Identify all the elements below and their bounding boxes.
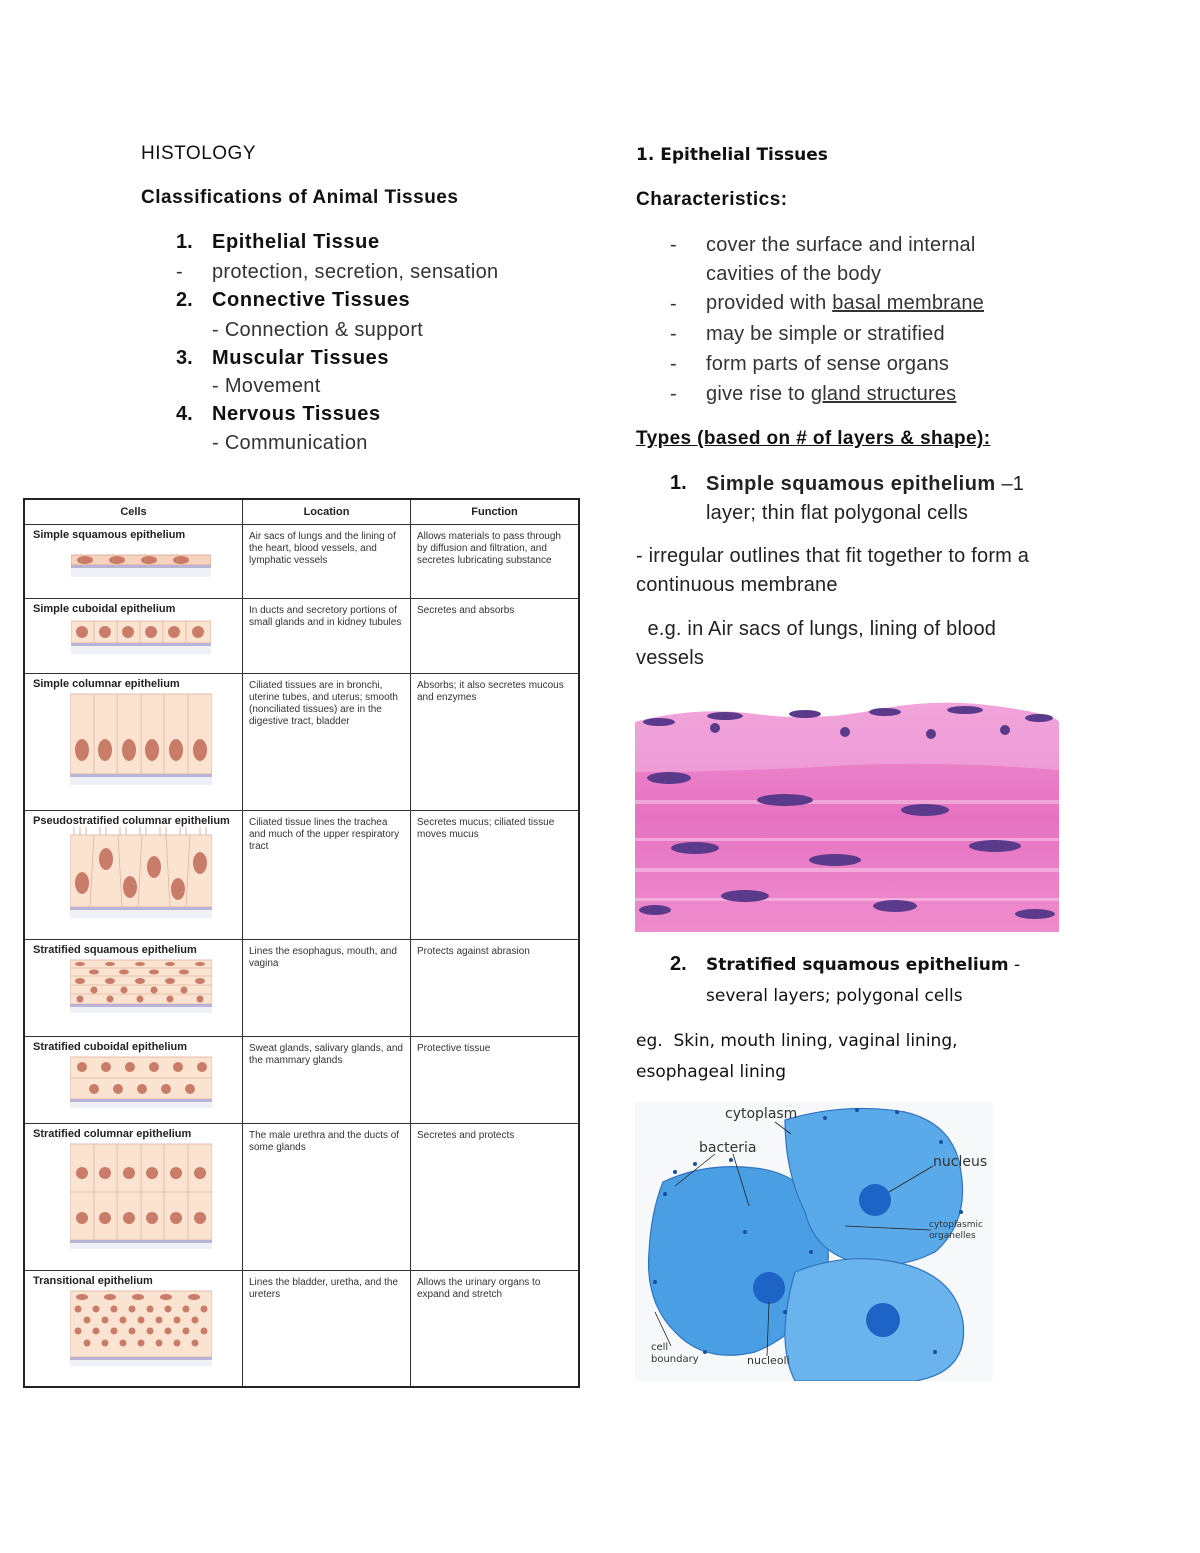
table-row [24, 1037, 579, 1124]
label-organelles: cytoplasmic organelles [929, 1220, 983, 1241]
label-cell-boundary: cell boundary [651, 1342, 699, 1365]
cell-type-name: Simple cuboidal epithelium [33, 603, 176, 615]
bullet-dash: - [670, 323, 677, 345]
bullet-text: form parts of sense organs [706, 353, 950, 375]
item-dash: - [176, 261, 183, 283]
type-2-heading: Stratified squamous epithelium - several layers; polygonal cells [706, 955, 1021, 1006]
simple-columnar-illustration [70, 690, 212, 786]
location-text: Lines the esophagus, mouth, and vagina [249, 946, 397, 969]
simple-squamous-micrograph [635, 700, 1059, 932]
label-nucleus: nucleus [933, 1154, 988, 1170]
transitional-illustration [70, 1287, 212, 1367]
stratified-columnar-illustration [70, 1140, 212, 1250]
table-row [24, 1124, 579, 1271]
stratified-squamous-micrograph [635, 1102, 993, 1381]
location-text: Sweat glands, salivary glands, and the mammary glands [249, 1043, 403, 1066]
bullet-dash: - [670, 353, 677, 375]
item-number: 2. [176, 289, 193, 311]
location-text: Lines the bladder, uretha, and the ureters [249, 1277, 399, 1300]
type-number: 1. [670, 472, 687, 494]
cell-type-name: Transitional epithelium [33, 1275, 153, 1287]
column-header-cells: Cells [24, 499, 243, 525]
pseudostratified-illustration [70, 827, 212, 919]
cell-type-name: Stratified squamous epithelium [33, 944, 197, 956]
function-text: Protects against abrasion [417, 946, 530, 957]
item-description: - Connection & support [212, 319, 424, 341]
cell-type-name: Stratified columnar epithelium [33, 1128, 192, 1140]
basal-membrane-link: basal membrane [832, 292, 984, 314]
item-name: Nervous Tissues [212, 403, 381, 425]
location-text: Ciliated tissues are in bronchi, uterine tubes, and uterus; smooth (nonciliated tissues) are in the digestive tract, bladder [249, 680, 398, 727]
function-text: Allows materials to pass through by diffusion and filtration, and secretes lubricating substance [417, 531, 561, 566]
item-description: - Communication [212, 432, 368, 454]
section-title: 1. Epithelial Tissues [636, 145, 828, 165]
location-text: The male urethra and the ducts of some glands [249, 1130, 400, 1153]
simple-squamous-illustration [71, 541, 211, 577]
classification-item-4 [176, 403, 381, 426]
table-row [24, 599, 579, 674]
bullet-text: cover the surface and internal cavities of the body [706, 234, 976, 285]
table-row [24, 525, 579, 599]
table-header-row [24, 499, 579, 525]
label-cytoplasm: cytoplasm [725, 1106, 798, 1122]
function-text: Secretes and protects [417, 1130, 515, 1141]
gland-structures-link: gland structures [810, 383, 957, 405]
item-number: 4. [176, 403, 193, 425]
cell-type-name: Stratified cuboidal epithelium [33, 1041, 188, 1053]
item-name: Connective Tissues [212, 289, 411, 311]
function-text: Secretes mucus; ciliated tissue moves mucus [417, 817, 555, 840]
column-header-location: Location [243, 499, 411, 525]
classification-item-2 [176, 289, 411, 312]
function-text: Secretes and absorbs [417, 605, 515, 616]
item-description: - Movement [212, 375, 321, 397]
item-number: 1. [176, 231, 193, 253]
bullet-dash: - [670, 234, 677, 256]
item-description: protection, secretion, sensation [212, 261, 499, 283]
type-2-example: eg. Skin, mouth lining, vaginal lining, esophageal lining [636, 1031, 958, 1082]
location-text: Ciliated tissue lines the trachea and much of the upper respiratory tract [249, 817, 400, 852]
table-row [24, 674, 579, 811]
bullet-text: provided with basal membrane [706, 292, 984, 314]
type-1-heading: Simple squamous epithelium –1 layer; thin flat polygonal cells [706, 473, 1025, 524]
item-number: 3. [176, 347, 193, 369]
bullet-dash: - [670, 383, 677, 405]
item-name: Epithelial Tissue [212, 231, 380, 253]
type-number: 2. [670, 953, 687, 975]
types-heading: Types (based on # of layers & shape): [636, 428, 991, 449]
stratified-squamous-illustration [70, 956, 212, 1014]
cell-type-name: Simple squamous epithelium [33, 529, 186, 541]
table-row [24, 1271, 579, 1387]
label-bacteria: bacteria [699, 1140, 757, 1156]
classification-heading: Classifications of Animal Tissues [141, 187, 459, 208]
column-header-function: Function [411, 499, 580, 525]
bullet-text: may be simple or stratified [706, 323, 945, 345]
function-text: Absorbs; it also secretes mucous and enzymes [417, 680, 564, 703]
characteristics-heading: Characteristics: [636, 189, 788, 210]
function-text: Allows the urinary organs to expand and stretch [417, 1277, 541, 1300]
label-nucleoli: nucleoli [747, 1354, 790, 1367]
function-text: Protective tissue [417, 1043, 491, 1054]
classification-item-3 [176, 347, 390, 370]
location-text: In ducts and secretory portions of small glands and in kidney tubules [249, 605, 402, 628]
page-title: HISTOLOGY [141, 143, 257, 164]
epithelium-table [23, 498, 580, 1388]
table-row [24, 940, 579, 1037]
stratified-cuboidal-illustration [70, 1053, 212, 1109]
classification-item-1 [176, 231, 380, 254]
cell-type-name: Simple columnar epithelium [33, 678, 180, 690]
table-row [24, 811, 579, 940]
bullet-text: give rise to gland structures [706, 383, 957, 405]
simple-cuboidal-illustration [71, 615, 211, 655]
location-text: Air sacs of lungs and the lining of the heart, blood vessels, and lymphatic vessels [249, 531, 396, 566]
type-1-example: e.g. in Air sacs of lungs, lining of blood vessels [636, 618, 997, 669]
cell-type-name: Pseudostratified columnar epithelium [33, 815, 230, 827]
bullet-dash: - [670, 293, 677, 315]
item-name: Muscular Tissues [212, 347, 390, 369]
type-1-note: - irregular outlines that fit together to form a continuous membrane [636, 545, 1030, 596]
